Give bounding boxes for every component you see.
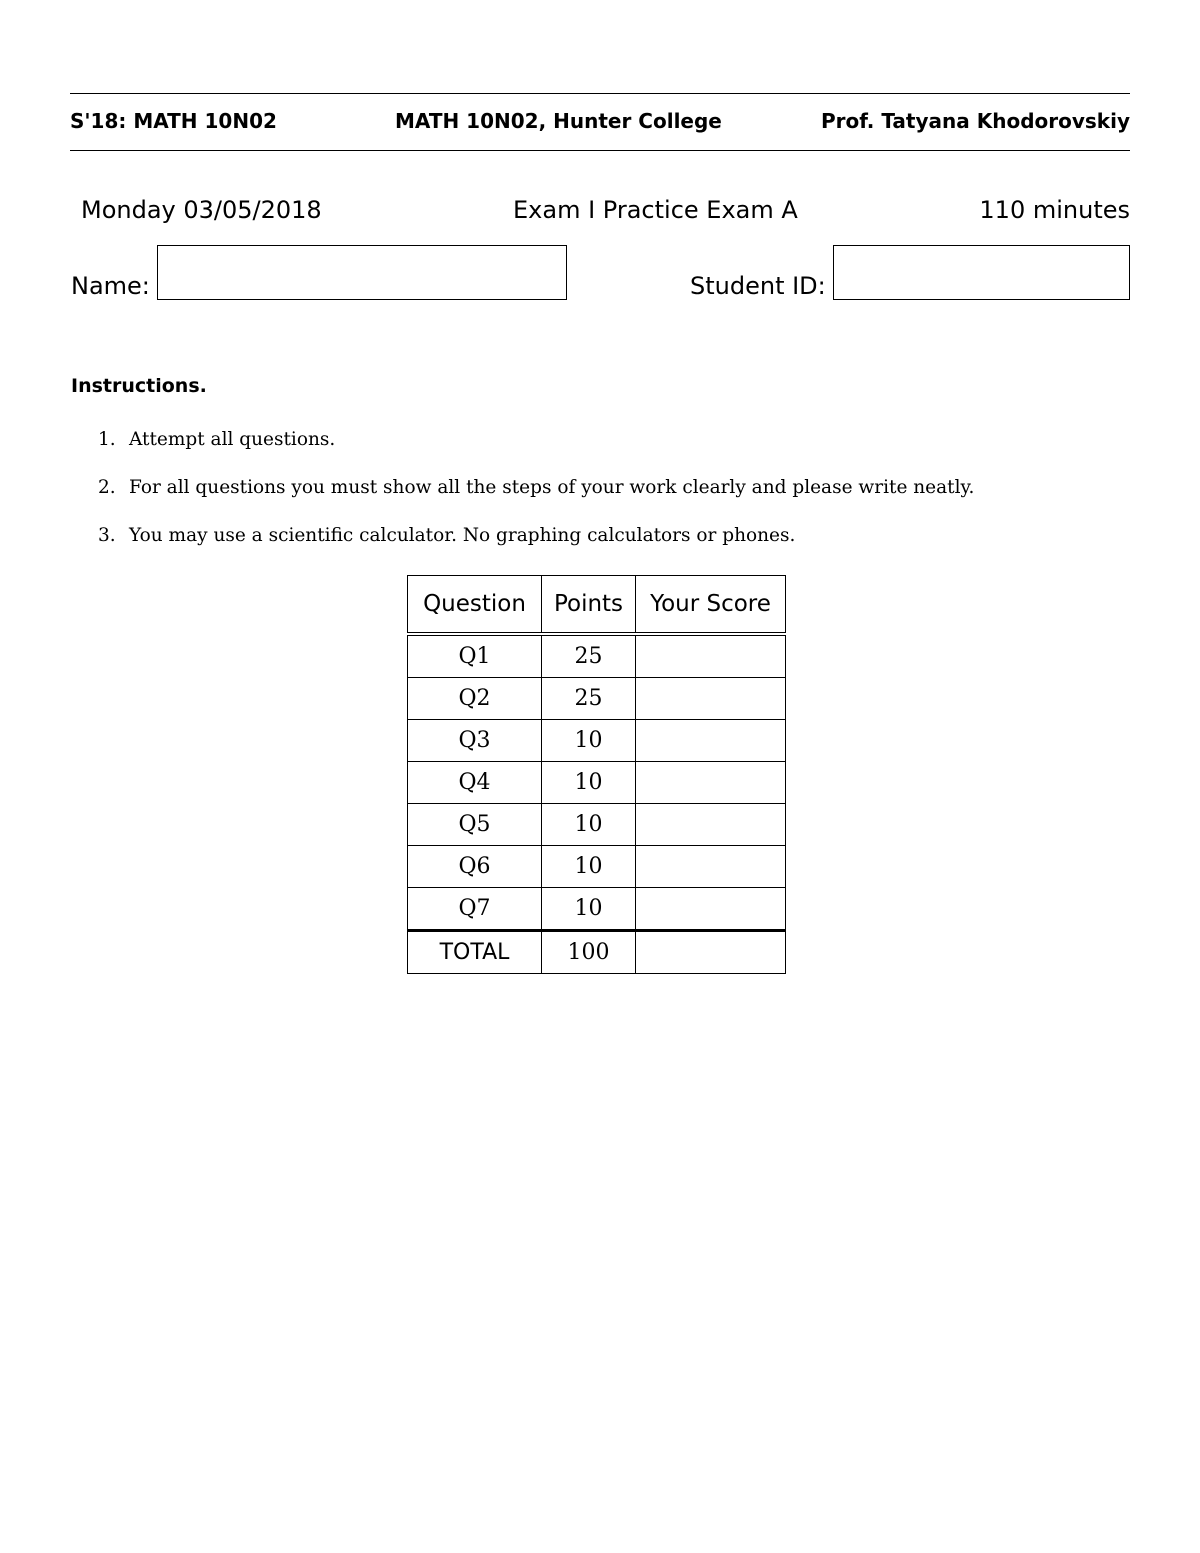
column-header-question: Question bbox=[408, 576, 542, 635]
table-row bbox=[408, 762, 786, 804]
points-cell: 25 bbox=[542, 634, 636, 678]
table-row bbox=[408, 720, 786, 762]
points-cell: 10 bbox=[542, 762, 636, 804]
total-points-cell: 100 bbox=[542, 931, 636, 974]
instruction-text: For all questions you must show all the steps of your work clearly and please write neatly. bbox=[129, 477, 975, 498]
instruction-item bbox=[98, 524, 795, 548]
column-header-points: Points bbox=[542, 576, 636, 635]
student-id-field[interactable] bbox=[833, 245, 1130, 300]
instruction-number: 1. bbox=[98, 429, 116, 450]
total-row bbox=[408, 931, 786, 974]
points-cell: 10 bbox=[542, 720, 636, 762]
question-cell: Q1 bbox=[408, 634, 542, 678]
header-bottom-rule bbox=[70, 150, 1130, 151]
score-cell[interactable] bbox=[636, 762, 786, 804]
question-cell: Q2 bbox=[408, 678, 542, 720]
score-cell[interactable] bbox=[636, 720, 786, 762]
question-cell: Q5 bbox=[408, 804, 542, 846]
total-label: TOTAL bbox=[408, 931, 542, 974]
header-semester-course: S'18: MATH 10N02 bbox=[70, 109, 277, 133]
header-course-college: MATH 10N02, Hunter College bbox=[395, 109, 722, 133]
exam-title: Exam I Practice Exam A bbox=[513, 196, 798, 224]
table-row bbox=[408, 634, 786, 678]
instruction-text: You may use a scientific calculator. No graphing calculators or phones. bbox=[129, 525, 796, 546]
instruction-text: Attempt all questions. bbox=[129, 429, 336, 450]
question-cell: Q7 bbox=[408, 888, 542, 931]
header-professor: Prof. Tatyana Khodorovskiy bbox=[820, 109, 1130, 133]
question-cell: Q4 bbox=[408, 762, 542, 804]
instruction-item bbox=[98, 428, 335, 452]
name-field[interactable] bbox=[157, 245, 567, 300]
score-table bbox=[407, 575, 786, 974]
score-cell[interactable] bbox=[636, 678, 786, 720]
exam-date: Monday 03/05/2018 bbox=[81, 196, 322, 224]
points-cell: 10 bbox=[542, 888, 636, 931]
instruction-item bbox=[98, 476, 974, 500]
header-top-rule bbox=[70, 93, 1130, 94]
points-cell: 10 bbox=[542, 846, 636, 888]
score-cell[interactable] bbox=[636, 846, 786, 888]
instruction-number: 3. bbox=[98, 525, 116, 546]
name-label: Name: bbox=[71, 272, 150, 300]
instructions-heading: Instructions. bbox=[71, 375, 207, 397]
column-header-your-score: Your Score bbox=[636, 576, 786, 635]
points-cell: 10 bbox=[542, 804, 636, 846]
score-table-header-row bbox=[408, 576, 786, 635]
total-score-cell[interactable] bbox=[636, 931, 786, 974]
score-cell[interactable] bbox=[636, 634, 786, 678]
student-id-label: Student ID: bbox=[690, 272, 826, 300]
score-cell[interactable] bbox=[636, 804, 786, 846]
question-cell: Q6 bbox=[408, 846, 542, 888]
table-row bbox=[408, 804, 786, 846]
points-cell: 25 bbox=[542, 678, 636, 720]
exam-duration: 110 minutes bbox=[979, 196, 1130, 224]
score-cell[interactable] bbox=[636, 888, 786, 931]
instruction-number: 2. bbox=[98, 477, 116, 498]
question-cell: Q3 bbox=[408, 720, 542, 762]
table-row bbox=[408, 846, 786, 888]
table-row bbox=[408, 678, 786, 720]
table-row bbox=[408, 888, 786, 931]
